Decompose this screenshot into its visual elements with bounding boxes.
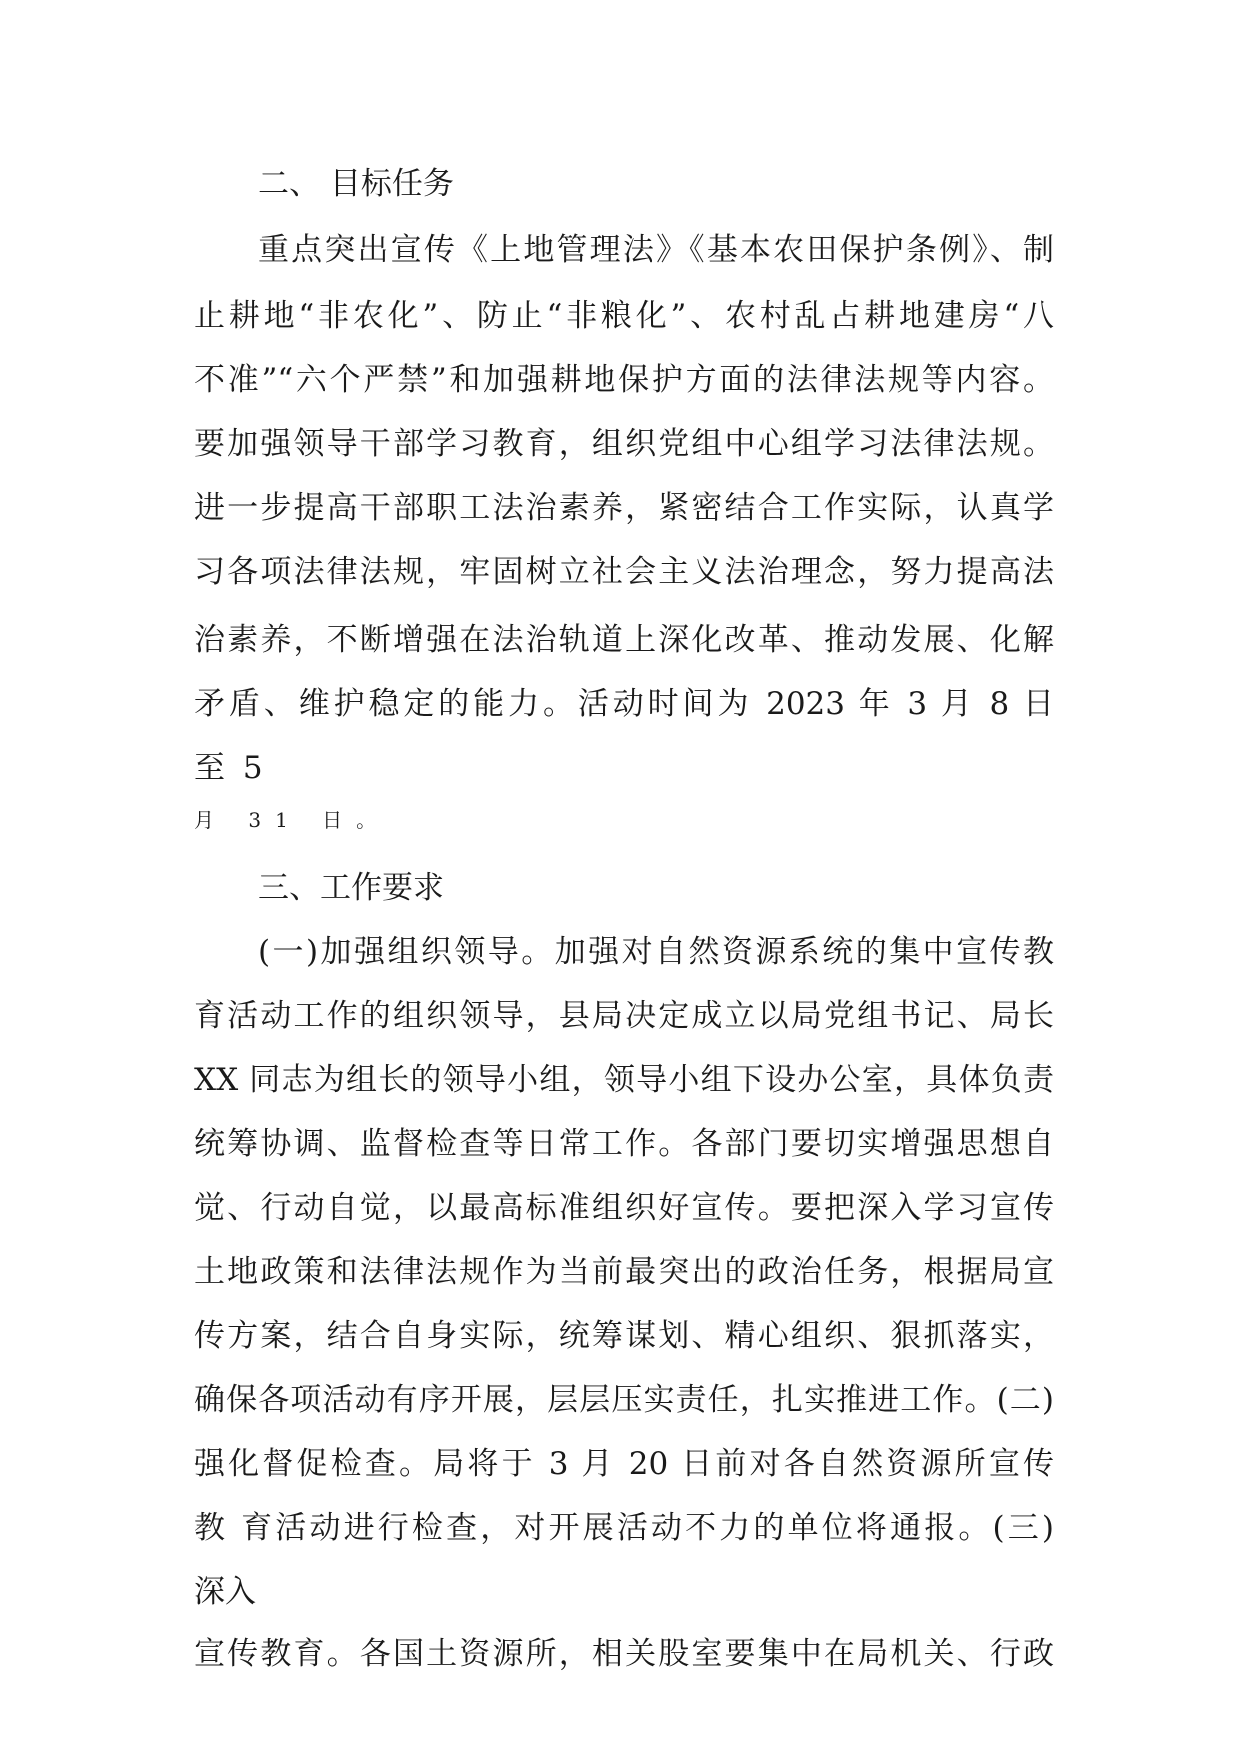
paragraph-line: 统筹协调、监督检查等日常工作。各部门要切实增强思想自 (194, 1126, 1054, 1162)
section-heading-3: 三、工作要求 (258, 870, 444, 906)
paragraph-line: 传方案，结合自身实际，统筹谋划、精心组织、狠抓落实， (194, 1318, 1054, 1354)
section-heading-2: 二、 目标任务 (258, 166, 454, 202)
paragraph-line: 觉、行动自觉，以最高标准组织好宣传。要把深入学习宣传 (194, 1190, 1054, 1226)
paragraph-line: 治素养，不断增强在法治轨道上深化改革、推动发展、化解 (194, 622, 1054, 658)
paragraph-line: 重点突出宣传《上地管理法》《基本农田保护条例》、制 (258, 232, 1054, 268)
paragraph-line: XX 同志为组长的领导小组，领导小组下设办公室，具体负责 (194, 1062, 1054, 1098)
paragraph-line: 习各项法律法规，牢固树立社会主义法治理念，努力提高法 (194, 554, 1054, 590)
paragraph-line: 育活动工作的组织领导，县局决定成立以局党组书记、局长 (194, 998, 1054, 1034)
paragraph-line: 教 育活动进行检查，对开展活动不力的单位将通报。(三) (194, 1510, 1054, 1546)
paragraph-line: 土地政策和法律法规作为当前最突出的政治任务，根据局宣 (194, 1254, 1054, 1290)
paragraph-line: 至 5 (194, 750, 267, 786)
paragraph-line: (一)加强组织领导。加强对自然资源系统的集中宣传教 (258, 934, 1054, 970)
paragraph-line: 不准”“六个严禁”和加强耕地保护方面的法律法规等内容。 (194, 362, 1054, 398)
paragraph-line: 进一步提高干部职工法治素养，紧密结合工作实际，认真学 (194, 490, 1054, 526)
paragraph-line: 确保各项活动有序开展，层层压实责任，扎实推进工作。(二) (194, 1382, 1054, 1418)
paragraph-line: 强化督促检查。局将于 3 月 20 日前对各自然资源所宣传 (194, 1446, 1054, 1482)
paragraph-line: 矛盾、维护稳定的能力。活动时间为 2023 年 3 月 8 日 (194, 686, 1054, 722)
paragraph-line: 止耕地“非农化”、防止“非粮化”、农村乱占耕地建房“八 (194, 298, 1054, 334)
paragraph-line: 要加强领导干部学习教育，组织党组中心组学习法律法规。 (194, 426, 1054, 462)
paragraph-line: 宣传教育。各国土资源所，相关股室要集中在局机关、行政 (194, 1636, 1054, 1672)
paragraph-line-small: 月 31 日。 (194, 808, 391, 832)
paragraph-line: 深入 (194, 1574, 256, 1610)
